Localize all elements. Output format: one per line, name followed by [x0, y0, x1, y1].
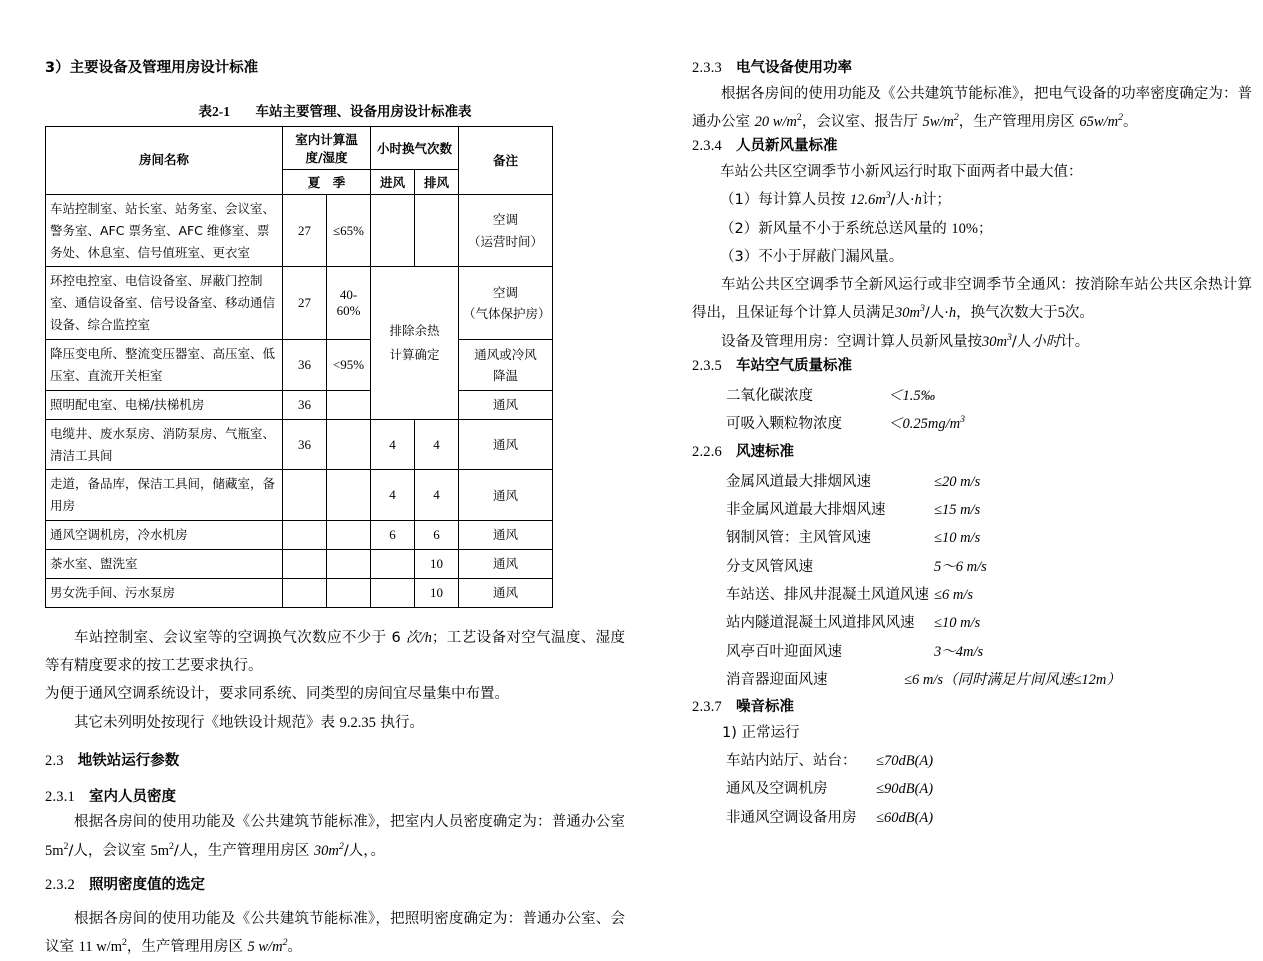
- table-row: [46, 194, 553, 267]
- wind-speed-label: 车站送、排风井混凝土风道风速: [726, 586, 929, 603]
- merged-note-line2: 计算确定: [389, 347, 440, 362]
- sec-232-body-a: 根据各房间的使用功能及《公共建筑节能标准》，把照明密度确定为：普通办公室、会议室: [45, 910, 625, 955]
- wind-speed-value: ≤10 m/s: [934, 530, 981, 547]
- heading-3-label: 3）主要设备及管理用房设计标准: [45, 60, 259, 76]
- cell-supply-air: 4: [371, 470, 415, 521]
- sec-231-value-1-tail: /人: [68, 842, 88, 859]
- cell-supply-air: 6: [371, 521, 415, 550]
- item-2-text-a: （2）新风量不小于系统总送风量的: [720, 220, 952, 237]
- heading-2-3-1: [45, 787, 625, 809]
- item-2-value: 10%: [951, 220, 978, 237]
- heading-2-2-6: [692, 442, 1252, 464]
- item-1-text-b: 计；: [921, 192, 951, 209]
- sec-233-value-1: 20 w/m: [754, 114, 797, 131]
- cell-temperature: [283, 470, 327, 521]
- cell-supply-air: [371, 550, 415, 579]
- cell-note-line1: 空调: [492, 284, 518, 300]
- para-3-text-a: 其它未列明处按现行《地铁设计规范》表: [74, 714, 340, 731]
- noise-value: ≤70dB(A): [876, 753, 934, 770]
- item-1-value: 12.6m: [849, 192, 886, 209]
- sec-232-value-1: 11 w/m: [78, 938, 122, 955]
- sec-231-end: ，。: [363, 842, 385, 859]
- sec-231-mid2: ，生产管理用房区: [193, 842, 314, 859]
- cell-temperature: [283, 578, 327, 607]
- cell-temperature: [283, 521, 327, 550]
- heading-2-3-1-title: 室内人员密度: [89, 788, 176, 805]
- cell-humidity: [327, 470, 371, 521]
- cell-note: 通风: [459, 419, 553, 470]
- cell-humidity: [327, 578, 371, 607]
- cell-note: [459, 194, 553, 267]
- cell-room-name: 走道，备品库，保洁工具间，储藏室，备用房: [46, 470, 283, 521]
- sec-233-mid: ，会议室、报告厅: [801, 114, 923, 131]
- cell-note: [459, 340, 553, 391]
- paragraph-fresh-air-intro: 车站公共区空调季节小新风运行时取下面两者中最大值：: [720, 164, 1083, 181]
- cell-exhaust-air: 10: [415, 578, 459, 607]
- sec-232-value-2: 5 w/m: [247, 938, 283, 955]
- header-summer: 夏 季: [283, 169, 371, 194]
- sec-233-mid2: ，生产管理用房区: [958, 114, 1080, 131]
- heading-2-3-2-title: 照明密度值的选定: [89, 876, 205, 893]
- wind-speed-value: ≤6 m/s（同时满足片间风速≤12m）: [904, 671, 1121, 688]
- noise-label: 非通风空调设备用房: [726, 809, 857, 826]
- wind-speed-row: [692, 496, 1252, 524]
- noise-list: [692, 747, 1252, 832]
- header-room-name: 房间名称: [46, 126, 283, 194]
- sec-234-p3-a: 设备及管理用房：空调计算人员新风量按: [721, 333, 982, 350]
- cell-note-line1: 空调: [492, 212, 518, 228]
- table-row: [46, 340, 553, 391]
- air-quality-list: [692, 382, 1252, 439]
- cell-note: 通风: [459, 470, 553, 521]
- cell-humidity: [327, 419, 371, 470]
- para-1-text-b: ；工艺设备对空气温度、湿度等有精度要求的按工艺要求执行。: [45, 629, 626, 675]
- table-row: [46, 578, 553, 607]
- item-1-value-tail: /人: [890, 192, 911, 209]
- sec-234-p2-value-tail: /人: [924, 305, 945, 322]
- paragraph-electric-power-density: [692, 80, 1252, 137]
- cell-temperature: 36: [283, 419, 327, 470]
- air-quality-value: ＜1.5‰: [888, 387, 936, 404]
- header-temp-humidity: 室内计算温度/湿度: [283, 126, 371, 169]
- cell-supply-air: [371, 194, 415, 267]
- sec-234-p2-hour: h: [948, 305, 957, 322]
- cell-note-line2: （气体保护房）: [463, 306, 551, 322]
- para-3-text-b: 执行。: [375, 714, 424, 731]
- cell-note: 通风: [459, 578, 553, 607]
- sec-233-value-2-sup: 2: [953, 112, 959, 124]
- cell-room-name: 车站控制室、站长室、站务室、会议室、警务室、AFC 票务室、AFC 维修室、票务处、休息室、信号值班室、更衣室: [46, 194, 283, 267]
- cell-room-name: 电缆井、废水泵房、消防泵房、气瓶室、清洁工具间: [46, 419, 283, 470]
- table-body: [46, 194, 553, 607]
- cell-note-line1: 通风或冷风: [474, 346, 537, 362]
- cell-note-line2: （运营时间）: [467, 233, 543, 249]
- table-header-row-1: [46, 126, 553, 169]
- left-column: [45, 0, 626, 955]
- cell-humidity: [327, 550, 371, 579]
- sec-232-value-1-sup: 2: [121, 937, 127, 949]
- table-row: [46, 419, 553, 470]
- air-quality-value: ＜0.25mg/m: [888, 415, 961, 432]
- sec-233-value-2: 5w/m: [922, 114, 954, 131]
- table-head: [46, 126, 553, 194]
- heading-2-3-number: 2.3: [45, 752, 64, 769]
- list-item-fresh-air-1: [692, 186, 1252, 214]
- cell-room-name: 环控电控室、电信设备室、屏蔽门控制室、通信设备室、信号设备室、移动通信设备、综合监控室: [46, 267, 283, 340]
- sec-234-p2-value-sup: 3: [919, 303, 925, 315]
- heading-2-3-title: 地铁站运行参数: [77, 752, 180, 769]
- cell-exhaust-air: 4: [415, 419, 459, 470]
- noise-subtitle: 1) 正常运行: [722, 724, 800, 741]
- cell-room-name: 通风空调机房，冷水机房: [46, 521, 283, 550]
- heading-2-3-4-title: 人员新风量标准: [736, 138, 838, 155]
- cell-temperature: 27: [283, 267, 327, 340]
- noise-label: 车站内站厅、站台：: [726, 753, 857, 770]
- paragraph-air-changes: [45, 624, 625, 681]
- cell-room-name: 男女洗手间、污水泵房: [46, 578, 283, 607]
- cell-exhaust-air: 10: [415, 550, 459, 579]
- paragraph-occupant-density: [45, 808, 625, 865]
- air-quality-row: [692, 410, 1252, 438]
- para-3-table-no: 9.2.35: [339, 714, 376, 731]
- sec-231-value-2-sup: 2: [168, 840, 174, 852]
- cell-temperature: 36: [283, 390, 327, 419]
- right-column: [692, 0, 1252, 879]
- wind-speed-label: 分支风管风速: [726, 558, 813, 575]
- wind-speed-value: ≤20 m/s: [934, 473, 981, 490]
- wind-speed-row: [692, 638, 1252, 666]
- sec-231-value-3-tail: /人: [343, 842, 364, 859]
- sec-234-p2-b: ，换气次数大于: [956, 305, 1058, 322]
- sec-232-end: 。: [287, 938, 302, 955]
- sec-231-value-2-tail: /人: [173, 842, 194, 859]
- cell-temperature: 36: [283, 340, 327, 391]
- cell-exhaust-air: 4: [415, 470, 459, 521]
- sec-234-p2-a: 车站公共区空调季节全新风运行或非空调季节全通风：按消除车站公共区余热计算得出，且保证每个计算人员满足: [692, 277, 1252, 322]
- sec-232-value-2-sup: 2: [282, 937, 288, 949]
- cell-room-name: 降压变电所、整流变压器室、高压室、低压室、直流开关柜室: [46, 340, 283, 391]
- table-caption-title: 车站主要管理、设备用房设计标准表: [255, 103, 472, 120]
- noise-value: ≤90dB(A): [876, 781, 934, 798]
- sec-231-mid: ，会议室: [87, 842, 151, 859]
- wind-speed-label: 非金属风道最大排烟风速: [726, 502, 886, 519]
- wind-speed-value: ≤10 m/s: [934, 615, 981, 632]
- heading-3-main-equipment: [45, 58, 625, 80]
- paragraph-equipment-rooms-fresh-air: [692, 328, 1252, 356]
- wind-speed-label: 钢制风管：主风管风速: [726, 530, 871, 547]
- sec-234-p2-c: 次。: [1064, 305, 1094, 322]
- cell-exhaust-air: 6: [415, 521, 459, 550]
- heading-2-3-5-title: 车站空气质量标准: [736, 357, 852, 374]
- header-air-changes: 小时换气次数: [371, 126, 459, 169]
- sec-231-value-1: 5m: [45, 842, 64, 859]
- wind-speed-label: 消音器迎面风速: [726, 671, 828, 688]
- list-item-fresh-air-2: [692, 215, 1252, 243]
- heading-2-3-1-number: 2.3.1: [45, 788, 75, 805]
- sec-231-value-3: 30m: [313, 842, 339, 859]
- cell-room-name: 照明配电室、电梯/扶梯机房: [46, 390, 283, 419]
- wind-speed-value: 3～4m/s: [934, 643, 984, 660]
- item-1-dot: ·: [910, 192, 915, 209]
- wind-speed-value: ≤6 m/s: [934, 586, 973, 603]
- paragraph-full-fresh-air: [692, 271, 1252, 328]
- sec-233-body-a: 根据各房间的使用功能及《公共建筑节能标准》，把电气设备的功率密度确定为：普通办公室: [692, 85, 1252, 131]
- heading-2-3-7-title: 噪音标准: [736, 699, 794, 716]
- para-1-text-a: 车站控制室、会议室等的空调换气次数应不少于 6: [74, 629, 406, 646]
- sec-234-p3-value-sup: 3: [1006, 331, 1012, 343]
- heading-2-3: [45, 751, 625, 773]
- cell-exhaust-air: [415, 194, 459, 267]
- table-row: [46, 390, 553, 419]
- room-design-standard-table: [45, 126, 553, 608]
- header-note: 备注: [459, 126, 553, 194]
- sec-234-p2-dot: ·: [944, 305, 949, 322]
- sec-231-value-2: 5m: [150, 842, 169, 859]
- wind-speed-label: 站内隧道混凝土风道排风风速: [726, 615, 915, 632]
- item-2-text-b: ；: [977, 220, 993, 237]
- item-1-hour: h: [914, 192, 922, 209]
- heading-2-2-6-number: 2.2.6: [692, 444, 722, 461]
- cell-temperature: [283, 550, 327, 579]
- sec-233-end: 。: [1122, 114, 1138, 131]
- table-row: [46, 267, 553, 340]
- sec-231-value-1-sup: 2: [63, 840, 69, 852]
- wind-speed-row: [692, 581, 1252, 609]
- wind-speed-list: [692, 468, 1252, 694]
- table-caption-number: 表2-1: [198, 103, 231, 119]
- table-row: [46, 470, 553, 521]
- merged-note-line1: 排除余热: [389, 323, 440, 339]
- sec-234-p3-hour: 小时: [1031, 333, 1061, 350]
- sec-234-p2-value: 30m: [895, 305, 920, 322]
- heading-2-3-3-number: 2.3.3: [692, 60, 722, 76]
- sec-234-p2-count: 5: [1057, 305, 1065, 322]
- noise-label: 通风及空调机房: [726, 781, 828, 798]
- sec-233-value-3-sup: 2: [1118, 112, 1123, 124]
- sec-233-value-3: 65w/m: [1079, 114, 1119, 131]
- cell-note: [459, 267, 553, 340]
- wind-speed-value: 5～6 m/s: [934, 558, 987, 575]
- heading-2-3-7-number: 2.3.7: [692, 699, 722, 716]
- sec-232-mid: ，生产管理用房区: [126, 938, 248, 955]
- air-quality-label: 可吸入颗粒物浓度: [726, 415, 842, 432]
- cell-humidity: 40-60%: [327, 267, 371, 340]
- sec-231-body-a: 根据各房间的使用功能及《公共建筑节能标准》，把室内人员密度确定为：普通办公室: [74, 814, 625, 831]
- heading-2-3-3: [692, 58, 1252, 80]
- heading-2-3-7: [692, 697, 1252, 719]
- cell-note: 通风: [459, 390, 553, 419]
- cell-room-name: 茶水室、盥洗室: [46, 550, 283, 579]
- noise-row: [692, 775, 1252, 803]
- noise-row: [692, 804, 1252, 832]
- paragraph-system-layout: 为便于通风空调系统设计，要求同系统、同类型的房间宜尽量集中布置。: [45, 686, 509, 703]
- heading-2-3-5-number: 2.3.5: [692, 357, 722, 374]
- wind-speed-label: 金属风道最大排烟风速: [726, 473, 871, 490]
- wind-speed-row: [692, 553, 1252, 581]
- air-quality-row: [692, 382, 1252, 410]
- heading-2-3-2-number: 2.3.2: [45, 876, 75, 893]
- header-exhaust-air: 排风: [415, 169, 459, 194]
- heading-2-2-6-title: 风速标准: [736, 444, 794, 461]
- paragraph-lighting-density: [45, 905, 625, 961]
- cell-humidity: [327, 390, 371, 419]
- wind-speed-row: [692, 524, 1252, 552]
- cell-note: 通风: [459, 550, 553, 579]
- paragraph-other-reference: [45, 709, 625, 737]
- noise-row: [692, 747, 1252, 775]
- cell-note: 通风: [459, 521, 553, 550]
- heading-2-3-3-title: 电气设备使用功率: [736, 60, 852, 76]
- table-row: [46, 521, 553, 550]
- table-caption: [45, 100, 625, 126]
- header-supply-air: 进风: [371, 169, 415, 194]
- para-1-unit: 次/h: [405, 629, 432, 646]
- sec-234-p3-value: 30m: [982, 333, 1007, 350]
- sec-231-value-3-sup: 2: [338, 840, 344, 852]
- sec-233-value-1-sup: 2: [796, 112, 802, 124]
- cell-temperature: 27: [283, 194, 327, 267]
- noise-value: ≤60dB(A): [876, 809, 934, 826]
- item-1-value-sup: 3: [885, 190, 891, 202]
- cell-humidity: [327, 521, 371, 550]
- heading-2-3-2: [45, 875, 625, 897]
- air-quality-value-sup: 3: [960, 414, 966, 426]
- cell-supply-air: [371, 578, 415, 607]
- wind-speed-row: [692, 666, 1252, 694]
- wind-speed-label: 风亭百叶迎面风速: [726, 643, 842, 660]
- heading-2-3-4-number: 2.3.4: [692, 138, 722, 155]
- sec-234-p3-b: 计。: [1060, 333, 1090, 350]
- table-row: [46, 550, 553, 579]
- heading-2-3-5: [692, 356, 1252, 378]
- item-1-text-a: （1）每计算人员按: [720, 192, 850, 209]
- wind-speed-row: [692, 609, 1252, 637]
- list-item-fresh-air-3: （3）不小于屏蔽门漏风量。: [720, 248, 904, 265]
- cell-humidity: ≤65%: [327, 194, 371, 267]
- cell-supply-air: 4: [371, 419, 415, 470]
- wind-speed-row: [692, 468, 1252, 496]
- air-quality-label: 二氧化碳浓度: [726, 387, 813, 404]
- cell-note-line2: 降温: [492, 367, 518, 383]
- wind-speed-value: ≤15 m/s: [934, 502, 981, 519]
- cell-merged-remove-heat: [371, 267, 459, 419]
- sec-234-p3-value-tail: /人: [1011, 333, 1032, 350]
- cell-humidity: <95%: [327, 340, 371, 391]
- heading-2-3-4: [692, 136, 1252, 158]
